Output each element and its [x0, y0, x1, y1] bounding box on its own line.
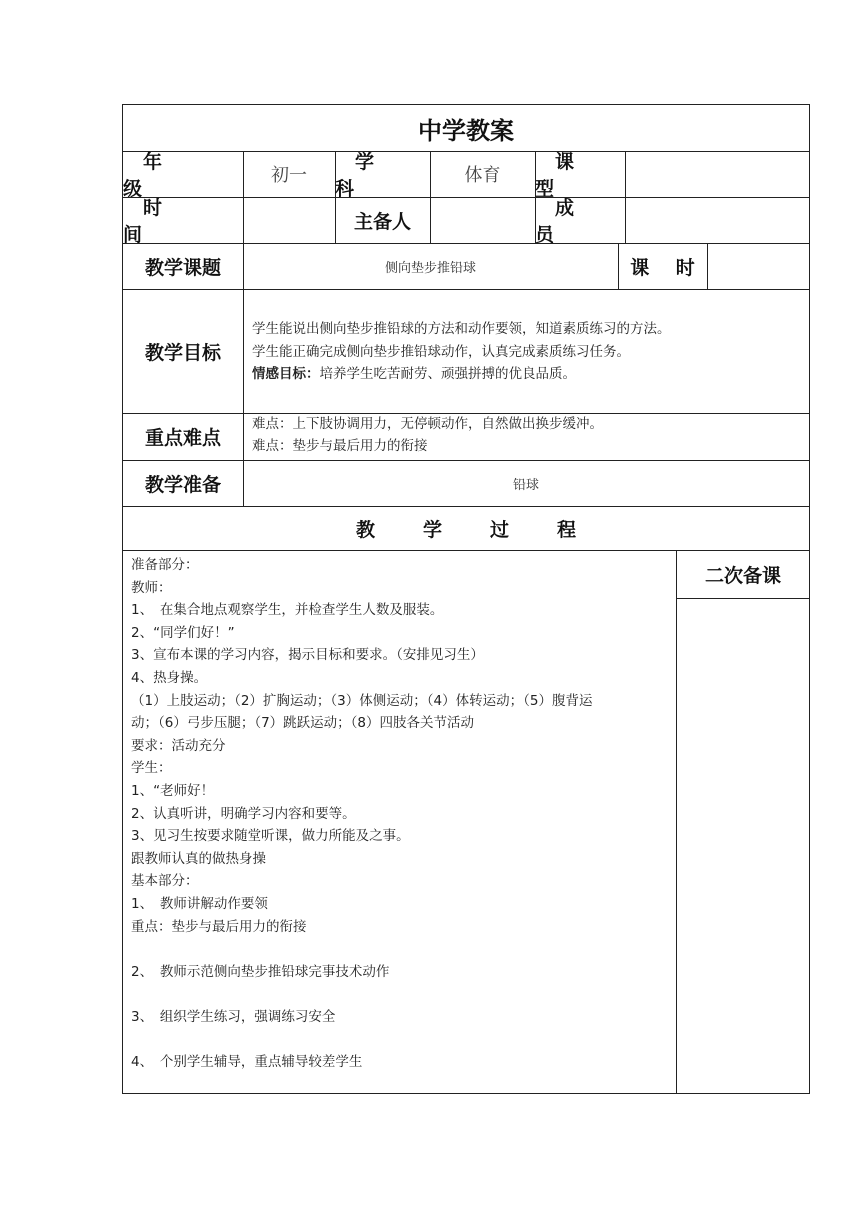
- lead-preparer-label: 主备人: [353, 210, 411, 233]
- lesson-type-value: [625, 151, 809, 197]
- process-line: [131, 938, 671, 961]
- process-line: 4、 个别学生辅导，重点辅导较差学生: [131, 1054, 363, 1071]
- members-value: [625, 197, 809, 243]
- process-line: 1、 在集合地点观察学生，并检查学生人数及服装。: [131, 602, 444, 619]
- class-hours-label: 课 时: [630, 256, 705, 279]
- side-divider: [676, 598, 809, 599]
- process-line: 2、“同学们好！”: [131, 624, 235, 641]
- time-label: 时 间: [123, 197, 183, 243]
- process-line: 3、见习生按要求随堂听课，做力所能及之事。: [131, 828, 410, 845]
- subject-value: 体育: [464, 165, 501, 186]
- second-preparation-label: 二次备课: [704, 564, 781, 587]
- process-title: 教学过程: [355, 518, 624, 541]
- key-points-content: [244, 413, 809, 460]
- goal-line: 学生能正确完成侧向垫步推铅球动作，认真完成素质练习任务。: [252, 343, 630, 360]
- process-line: [131, 983, 671, 1006]
- class-hours-value: [707, 243, 809, 289]
- process-line: 重点：垫步与最后用力的衔接: [131, 918, 307, 935]
- process-line: 准备部分：: [131, 557, 199, 573]
- emotion-goal-text: 培养学生吃苦耐劳、顽强拼搏的优良品质。: [319, 366, 576, 382]
- process-line: 动；（6）弓步压腿；（7）跳跃运动；（8）四肢各关节活动: [131, 715, 475, 732]
- preparation-label: 教学准备: [144, 473, 221, 496]
- lesson-plan-table: [122, 104, 810, 1094]
- page-title: 中学教案: [418, 116, 514, 145]
- process-line: 跟教师认真的做热身操: [131, 850, 266, 867]
- process-line: 基本部分：: [131, 873, 199, 890]
- topic-label: 教学课题: [144, 256, 221, 279]
- process-line: 4、热身操。: [131, 669, 208, 686]
- col-divider: [676, 550, 677, 1093]
- process-line: 要求：活动充分: [131, 737, 226, 754]
- process-line: 3、 组织学生练习，强调练习安全: [131, 1008, 336, 1025]
- members-label: 成 员: [535, 197, 595, 243]
- lesson-type-label: 课 型: [535, 151, 595, 197]
- process-line: 教师：: [131, 579, 172, 596]
- process-line: 1、“老师好！: [131, 782, 215, 799]
- time-value: [243, 197, 335, 243]
- process-body-cell: [123, 550, 676, 1093]
- lead-preparer-value: [430, 197, 535, 243]
- process-line: 2、 教师示范侧向垫步推铅球完事技术动作: [131, 963, 390, 980]
- grade-label: 年 级: [123, 151, 183, 197]
- emotion-goal-line: [252, 363, 576, 386]
- process-line: 学生：: [131, 760, 172, 777]
- topic-value: 侧向垫步推铅球: [384, 260, 476, 276]
- key-point-line: 难点：上下肢协调用力，无停顿动作，自然做出换步缓冲。: [252, 416, 603, 432]
- key-point-line: 难点：垫步与最后用力的衔接: [252, 438, 428, 454]
- grade-value: 初一: [271, 165, 307, 186]
- goals-label: 教学目标: [144, 341, 221, 364]
- preparation-value: 铅球: [512, 477, 539, 493]
- process-line: 2、认真听讲，明确学习内容和要等。: [131, 805, 356, 822]
- process-body: [131, 554, 671, 1074]
- subject-label: 学 科: [335, 151, 395, 197]
- process-line: （1）上肢运动；（2）扩胸运动；（3）体侧运动；（4）体转运动；（5）腹背运: [131, 692, 593, 709]
- process-line: 1、 教师讲解动作要领: [131, 895, 268, 912]
- emotion-goal-label: 情感目标：: [252, 366, 320, 382]
- process-line: [131, 1028, 671, 1051]
- goal-line: 学生能说出侧向垫步推铅球的方法和动作要领，知道素质练习的方法。: [252, 321, 671, 337]
- key-points-label: 重点难点: [144, 427, 221, 449]
- process-line: 3、宣布本课的学习内容，揭示目标和要求。（安排见习生）: [131, 647, 484, 664]
- goals-content: [244, 289, 809, 413]
